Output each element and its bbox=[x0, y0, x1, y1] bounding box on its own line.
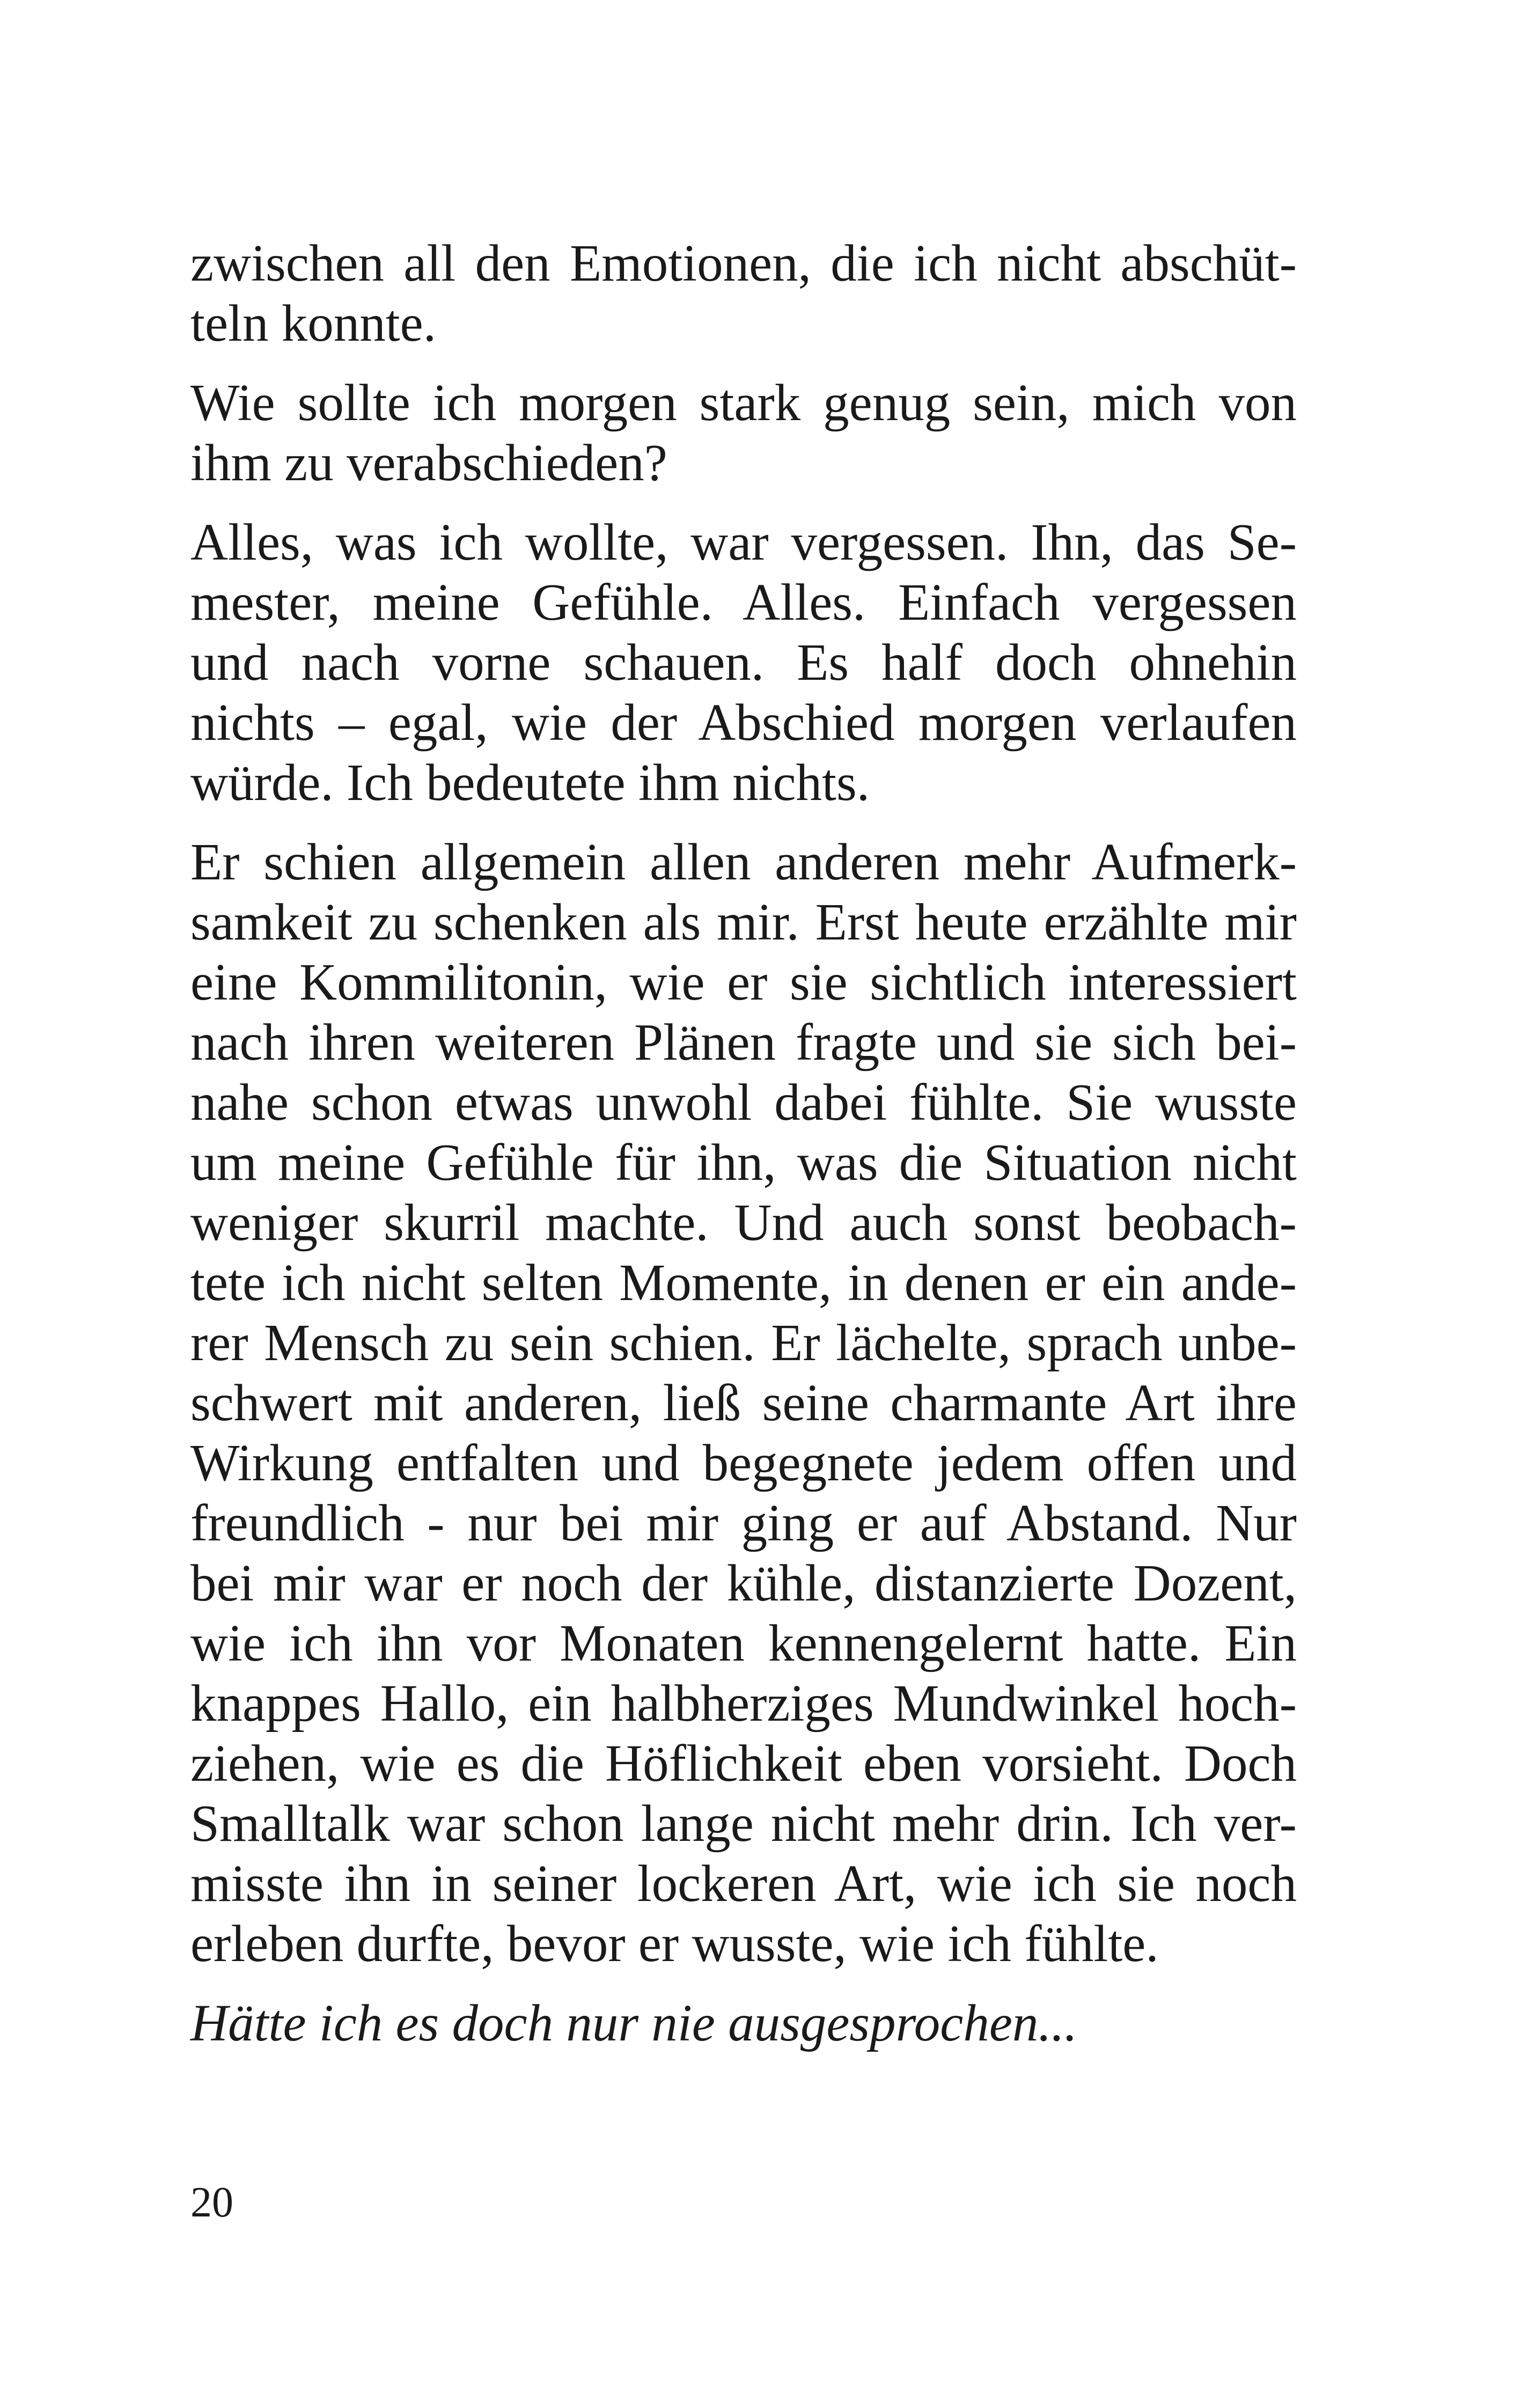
text-line: Wirkung entfalten und begegnete jedem offen und bbox=[190, 1434, 1297, 1492]
page-body bbox=[190, 233, 1297, 2053]
text-line: und nach vorne schauen. Es half doch ohnehin bbox=[190, 634, 1297, 691]
text-line: tete ich nicht selten Momente, in denen er ein ande- bbox=[190, 1254, 1297, 1311]
text-line: erleben durfte, bevor er wusste, wie ich fühlte. bbox=[190, 1915, 1159, 1972]
text-line: freundlich - nur bei mir ging er auf Abstand. Nur bbox=[190, 1494, 1297, 1552]
paragraph-2 bbox=[190, 373, 1297, 493]
paragraph-5-italic bbox=[190, 1993, 1297, 2053]
text-line: Wie sollte ich morgen stark genug sein, mich von bbox=[190, 374, 1297, 431]
text-line: bei mir war er noch der kühle, distanzierte Dozent, bbox=[190, 1554, 1297, 1612]
text-line: samkeit zu schenken als mir. Erst heute erzählte mir bbox=[190, 893, 1297, 951]
text-line: Smalltalk war schon lange nicht mehr drin. Ich ver- bbox=[190, 1795, 1297, 1852]
paragraph-4 bbox=[190, 832, 1297, 1974]
text-line: zwischen all den Emotionen, die ich nicht abschüt- bbox=[190, 234, 1297, 292]
page-number: 20 bbox=[190, 2179, 233, 2226]
paragraph-1 bbox=[190, 233, 1297, 354]
text-line: Alles, was ich wollte, war vergessen. Ihn, das Se- bbox=[190, 513, 1297, 571]
text-line: knappes Hallo, ein halbherziges Mundwinkel hoch- bbox=[190, 1675, 1297, 1732]
text-line: eine Kommilitonin, wie er sie sichtlich interessiert bbox=[190, 953, 1297, 1011]
text-line: Hätte ich es doch nur nie ausgesprochen... bbox=[190, 1994, 1078, 2052]
text-line: mester, meine Gefühle. Alles. Einfach vergessen bbox=[190, 574, 1297, 631]
text-line: misste ihn in seiner lockeren Art, wie ich sie noch bbox=[190, 1855, 1297, 1912]
paragraph-3 bbox=[190, 512, 1297, 813]
text-line: weniger skurril machte. Und auch sonst beobach- bbox=[190, 1194, 1297, 1251]
text-line: nichts – egal, wie der Abschied morgen verlaufen bbox=[190, 694, 1297, 751]
text-line: rer Mensch zu sein schien. Er lächelte, sprach unbe- bbox=[190, 1314, 1297, 1371]
text-line: würde. Ich bedeutete ihm nichts. bbox=[190, 754, 870, 811]
text-line: teln konnte. bbox=[190, 295, 436, 352]
text-line: ziehen, wie es die Höflichkeit eben vorsieht. Doch bbox=[190, 1735, 1297, 1792]
text-line: nach ihren weiteren Plänen fragte und sie sich bei- bbox=[190, 1014, 1297, 1071]
text-line: um meine Gefühle für ihn, was die Situation nicht bbox=[190, 1134, 1297, 1191]
text-line: schwert mit anderen, ließ seine charmante Art ihre bbox=[190, 1374, 1297, 1431]
text-line: nahe schon etwas unwohl dabei fühlte. Sie wusste bbox=[190, 1074, 1297, 1131]
text-line: ihm zu verabschieden? bbox=[190, 434, 667, 491]
text-line: wie ich ihn vor Monaten kennengelernt hatte. Ein bbox=[190, 1614, 1297, 1672]
text-line: Er schien allgemein allen anderen mehr Aufmerk- bbox=[190, 833, 1297, 891]
